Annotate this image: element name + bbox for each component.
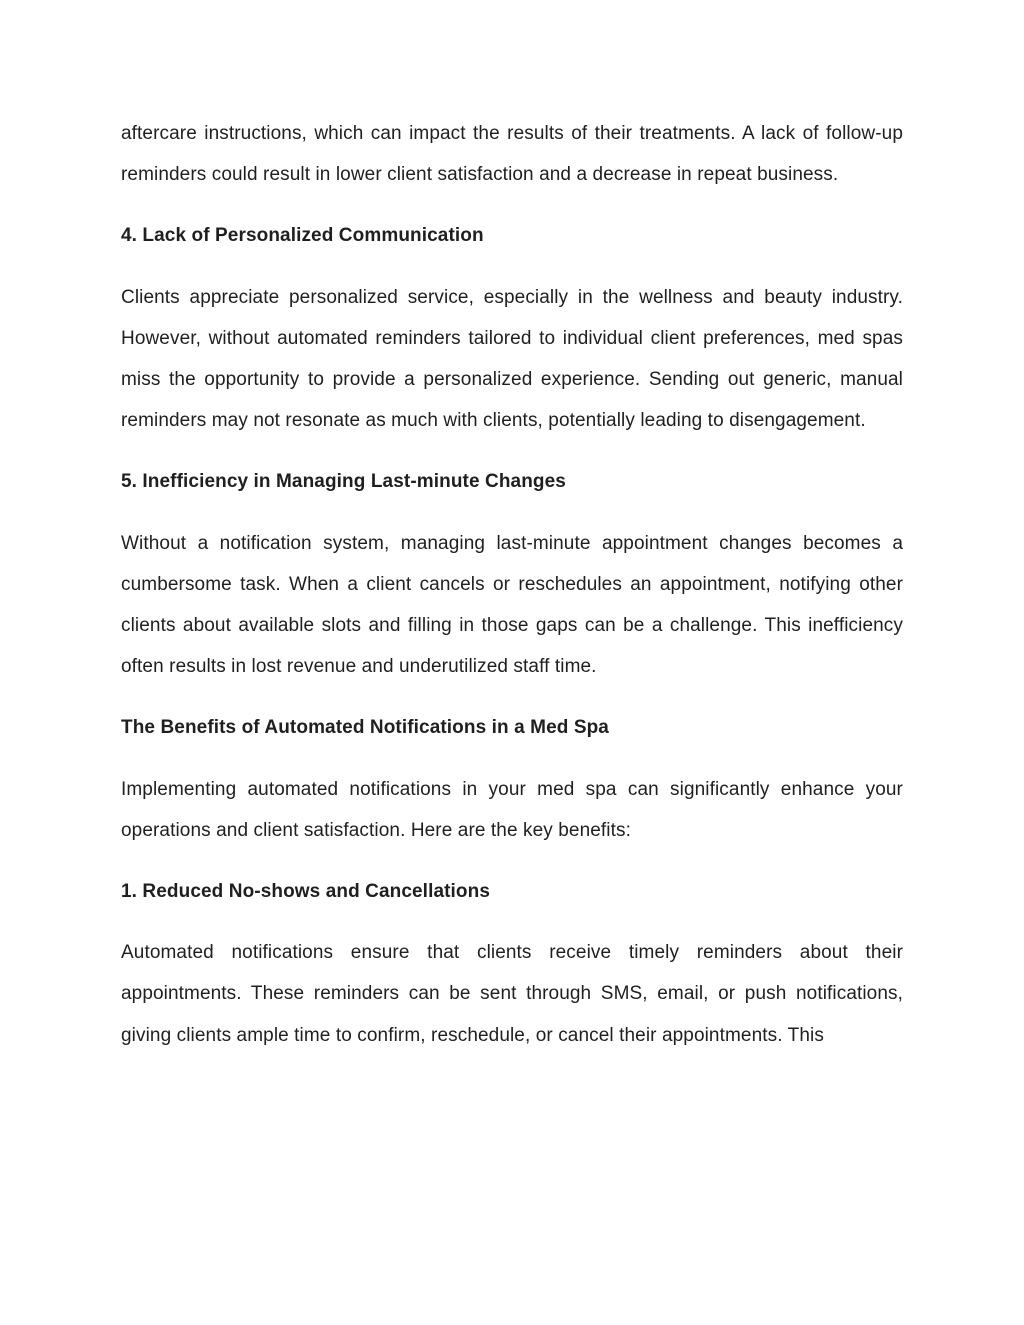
paragraph-notification-system: Without a notification system, managing last-minute appointment changes becomes a cumbersome task. When a client cancels or reschedules an appointment, notifying other clients about available slots and filling in those gaps can be a challenge. This inefficiency often results in lost revenue and underutilized staff time. <box>121 532 903 678</box>
heading-inefficiency-last-minute-changes: 5. Inefficiency in Managing Last-minute Changes <box>121 471 566 493</box>
paragraph-implementing-notifications: Implementing automated notifications in your med spa can significantly enhance your operations and client satisfaction. Here are the key benefits: <box>121 778 903 841</box>
heading-reduced-no-shows: 1. Reduced No-shows and Cancellations <box>121 881 490 903</box>
heading-benefits-automated-notifications: The Benefits of Automated Notifications in a Med Spa <box>121 717 609 739</box>
heading-lack-of-personalized-communication: 4. Lack of Personalized Communication <box>121 225 484 247</box>
paragraph-aftercare: aftercare instructions, which can impact the results of their treatments. A lack of follow-up reminders could result in lower client satisfaction and a decrease in repeat business. <box>121 123 903 186</box>
paragraph-personalized-service: Clients appreciate personalized service, especially in the wellness and beauty industry. However, without automated reminders tailored to individual client preferences, med spas miss the opportunity to provide a personalized experience. Sending out generic, manual reminders may not resonate as much with clients, potentially leading to disengagement. <box>121 286 903 432</box>
paragraph-automated-reminders: Automated notifications ensure that clients receive timely reminders about their appointments. These reminders can be sent through SMS, email, or push notifications, giving clients ample time to confirm, reschedule, or cancel their appointments. This <box>121 942 903 1046</box>
document-page <box>121 113 903 1056</box>
